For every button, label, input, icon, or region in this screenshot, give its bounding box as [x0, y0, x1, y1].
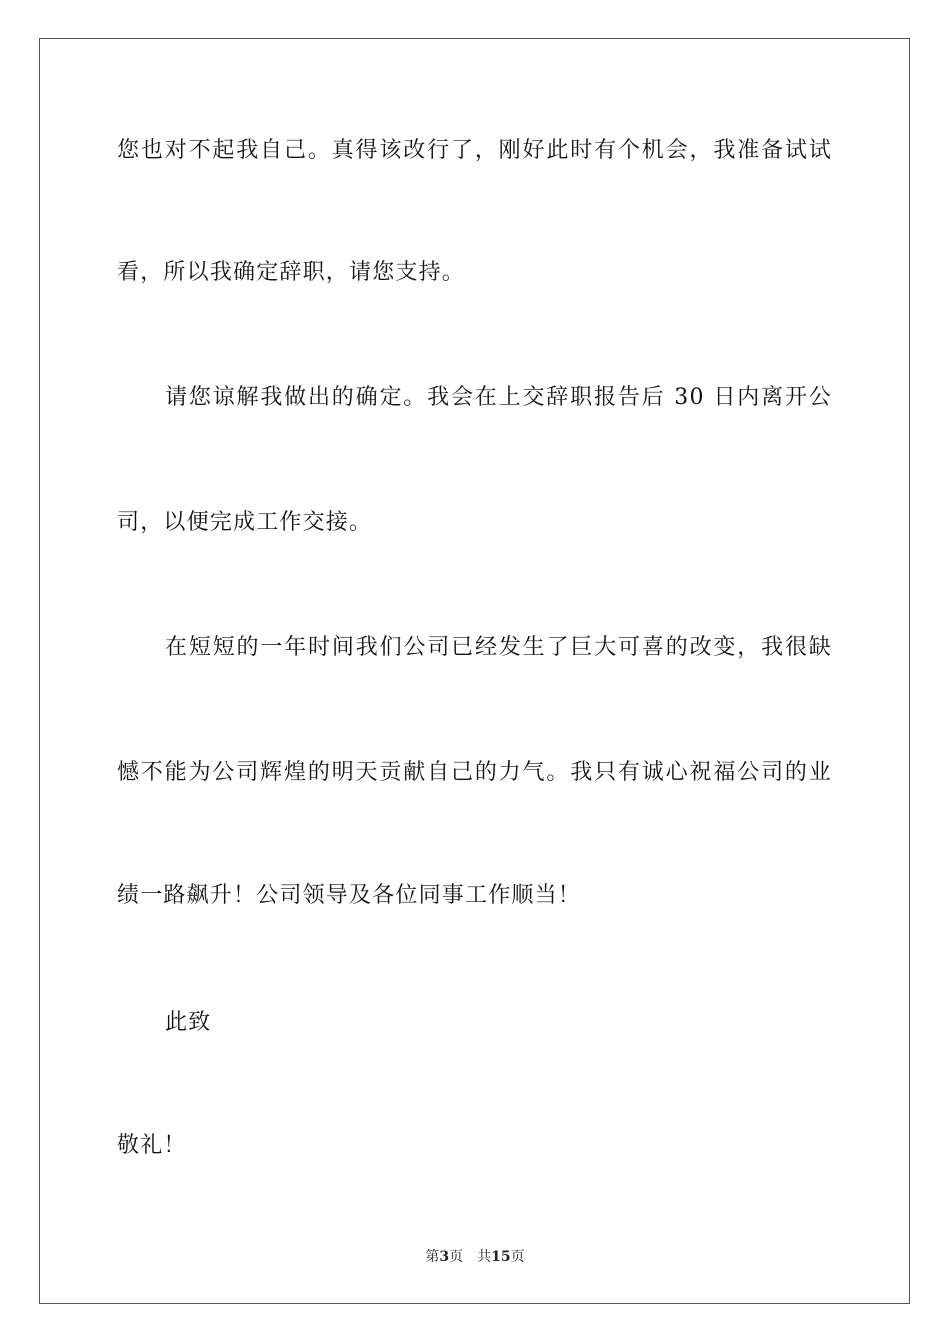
- closing-salutation: 此致: [165, 1010, 212, 1035]
- body-line-2: 看，所以我确定辞职，请您支持。: [117, 260, 466, 285]
- page-frame: [39, 38, 910, 1304]
- closing-regards: 敬礼！: [117, 1133, 187, 1158]
- body-line-4: 司，以便完成工作交接。: [117, 510, 373, 535]
- footer-total-suffix: 页: [510, 1249, 525, 1265]
- body-line-6: 憾不能为公司辉煌的明天贡献自己的力气。我只有诚心祝福公司的业: [117, 760, 832, 785]
- body-line-1: 您也对不起我自己。真得该改行了，刚好此时有个机会，我准备试试: [117, 138, 832, 163]
- page-footer: [0, 1247, 950, 1267]
- body-line-3: 请您谅解我做出的确定。我会在上交辞职报告后 30 日内离开公: [165, 385, 832, 410]
- footer-page-total: 15: [491, 1249, 511, 1265]
- footer-page-prefix: 第: [425, 1249, 440, 1265]
- footer-page-current: 3: [439, 1249, 450, 1265]
- footer-total-prefix: 共: [477, 1249, 492, 1265]
- footer-page-suffix: 页: [449, 1249, 464, 1265]
- body-line-7: 绩一路飙升！公司领导及各位同事工作顺当！: [117, 883, 582, 908]
- body-line-5: 在短短的一年时间我们公司已经发生了巨大可喜的改变，我很缺: [165, 635, 832, 660]
